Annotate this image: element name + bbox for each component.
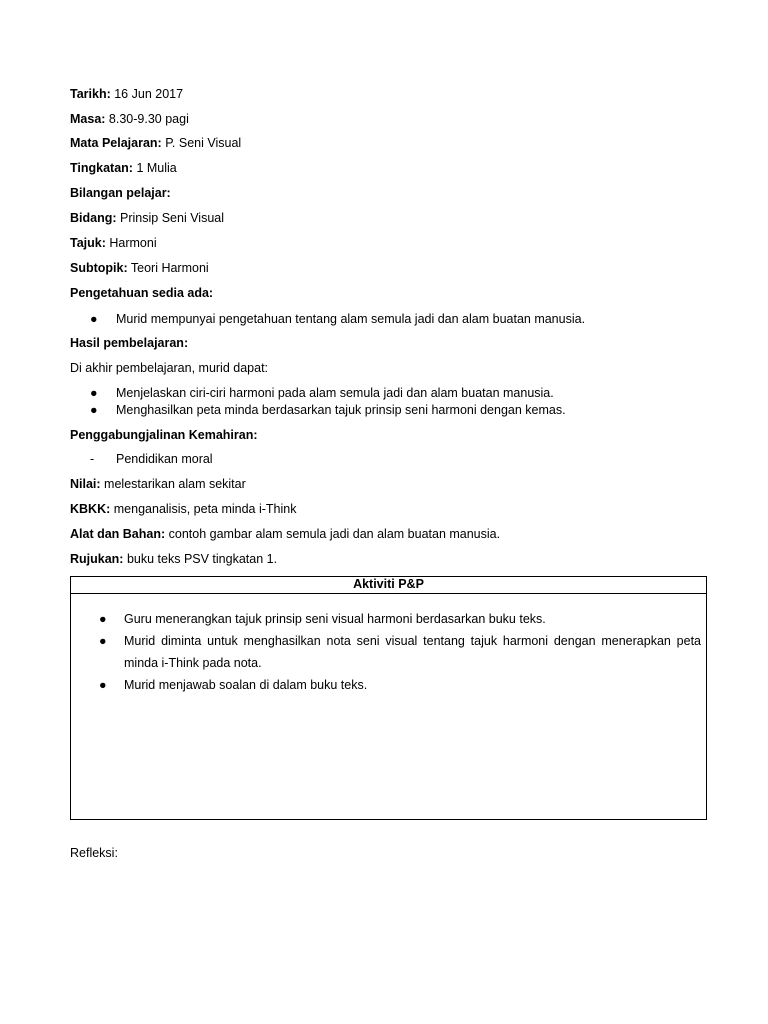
field-subtopik bbox=[70, 260, 209, 276]
pengetahuan-heading bbox=[70, 285, 213, 301]
aktiviti-header: Aktiviti P&P bbox=[71, 577, 706, 594]
field-label: Bidang: bbox=[70, 211, 117, 225]
aktiviti-table bbox=[70, 576, 707, 820]
field-value: menganalisis, peta minda i-Think bbox=[113, 502, 297, 516]
field-label: KBKK: bbox=[70, 502, 111, 516]
field-value: P. Seni Visual bbox=[165, 136, 242, 150]
field-label: Mata Pelajaran: bbox=[70, 136, 162, 150]
field-kbkk bbox=[70, 501, 297, 517]
bullet-icon: ● bbox=[99, 612, 107, 626]
list-item-text: Murid mempunyai pengetahuan tentang alam semula jadi dan alam buatan manusia. bbox=[116, 312, 586, 326]
list-item-text: Guru menerangkan tajuk prinsip seni visual harmoni berdasarkan buku teks. bbox=[124, 612, 546, 626]
field-bilangan-pelajar bbox=[70, 185, 171, 201]
field-value: buku teks PSV tingkatan 1. bbox=[126, 552, 278, 566]
hasil-intro: Di akhir pembelajaran, murid dapat: bbox=[70, 361, 269, 375]
section-heading: Pengetahuan sedia ada: bbox=[70, 286, 214, 300]
bullet-icon: ● bbox=[90, 403, 98, 417]
field-label: Nilai: bbox=[70, 477, 101, 491]
field-rujukan bbox=[70, 551, 277, 567]
list-item-text: Murid diminta untuk menghasilkan nota seni visual tentang tajuk harmoni dengan menerapkan peta minda i-Think pada nota. bbox=[124, 634, 701, 670]
list-item-text: Menjelaskan ciri-ciri harmoni pada alam semula jadi dan alam buatan manusia. bbox=[116, 386, 554, 400]
field-value: Prinsip Seni Visual bbox=[120, 211, 225, 225]
dash-icon: - bbox=[90, 452, 95, 466]
field-mata-pelajaran bbox=[70, 135, 241, 151]
field-label: Tingkatan: bbox=[70, 161, 133, 175]
hasil-heading bbox=[70, 335, 188, 351]
refleksi-label: Refleksi: bbox=[70, 846, 118, 860]
bullet-icon: ● bbox=[99, 634, 107, 648]
field-label: Tarikh: bbox=[70, 87, 111, 101]
field-label: Rujukan: bbox=[70, 552, 124, 566]
field-tarikh bbox=[70, 86, 183, 102]
field-label: Bilangan pelajar: bbox=[70, 186, 171, 200]
field-label: Alat dan Bahan: bbox=[70, 527, 166, 541]
field-value: contoh gambar alam semula jadi dan alam buatan manusia. bbox=[168, 527, 501, 541]
list-item-text: Murid menjawab soalan di dalam buku teks. bbox=[124, 678, 368, 692]
field-label: Subtopik: bbox=[70, 261, 128, 275]
section-heading: Hasil pembelajaran: bbox=[70, 336, 189, 350]
field-value: 16 Jun 2017 bbox=[114, 87, 184, 101]
bullet-icon: ● bbox=[99, 678, 107, 692]
field-nilai bbox=[70, 476, 246, 492]
bullet-icon: ● bbox=[90, 386, 98, 400]
field-tingkatan bbox=[70, 160, 177, 176]
field-masa bbox=[70, 111, 189, 127]
field-value: Teori Harmoni bbox=[130, 261, 209, 275]
list-item-text: Pendidikan moral bbox=[116, 452, 213, 466]
field-bidang bbox=[70, 210, 224, 226]
field-alat-bahan bbox=[70, 526, 500, 542]
field-value: 1 Mulia bbox=[136, 161, 177, 175]
section-heading: Penggabungjalinan Kemahiran: bbox=[70, 428, 258, 442]
list-item-text: Menghasilkan peta minda berdasarkan tajuk prinsip seni harmoni dengan kemas. bbox=[116, 403, 566, 417]
field-tajuk bbox=[70, 235, 157, 251]
field-value: Harmoni bbox=[109, 236, 157, 250]
bullet-icon: ● bbox=[90, 312, 98, 326]
field-value: melestarikan alam sekitar bbox=[104, 477, 246, 491]
field-value: 8.30-9.30 pagi bbox=[108, 112, 189, 126]
field-label: Tajuk: bbox=[70, 236, 106, 250]
field-label: Masa: bbox=[70, 112, 106, 126]
penggabungjalinan-heading bbox=[70, 427, 258, 443]
